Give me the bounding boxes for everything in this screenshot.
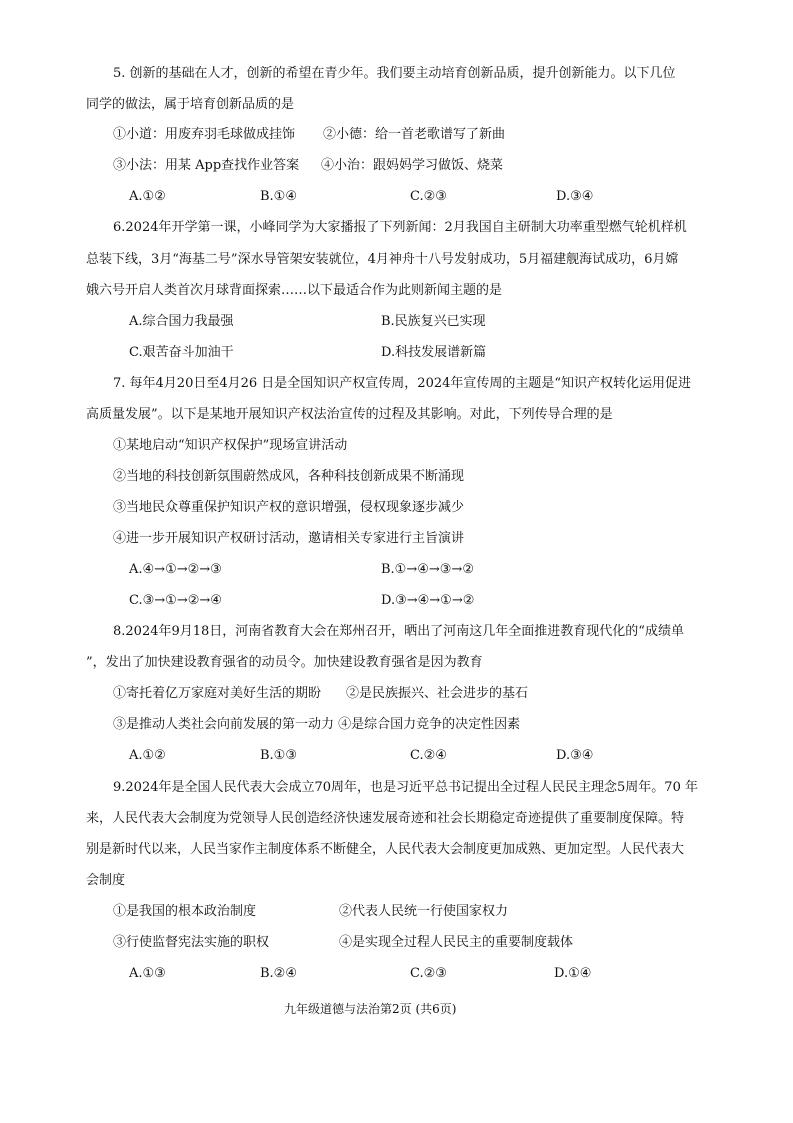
q5-choice-3: ③小法：用某 App查找作业答案 bbox=[113, 158, 300, 173]
q5-option-d: D.③④ bbox=[556, 189, 594, 204]
q8-option-d: D.③④ bbox=[556, 748, 594, 763]
q9-choice-1: ①是我国的根本政治制度 bbox=[113, 904, 257, 919]
q6-option-a: A.综合国力我最强 bbox=[129, 314, 234, 329]
q9-choice-4: ④是实现全过程人民民主的重要制度载体 bbox=[339, 935, 574, 950]
q9-stem-line-1: 9.2024年是全国人民代表大会成立70周年，也是习近平总书记提出全过程人民民主理念5周年。70 年 bbox=[113, 780, 698, 795]
q6-option-b: B.民族复兴已实现 bbox=[381, 314, 486, 329]
q6-option-d: D.科技发展谱新篇 bbox=[381, 345, 487, 360]
q8-stem-line-2: ”，发出了加快建设教育强省的动员令。加快建设教育强省是因为教育 bbox=[86, 655, 483, 670]
q7-choice-1: ①某地启动“知识产权保护”现场宣讲活动 bbox=[113, 438, 348, 453]
q5-choice-1: ①小道：用废弃羽毛球做成挂饰 bbox=[113, 127, 296, 142]
q9-choice-3: ③行使监督宪法实施的职权 bbox=[113, 935, 270, 950]
q7-option-d: D.③→④→①→② bbox=[381, 593, 475, 608]
q5-option-a: A.①② bbox=[129, 189, 166, 204]
q8-stem-line-1: 8.2024年9月18日，河南省教育大会在郑州召开，晒出了河南这几年全面推进教育现代化的“成绩单 bbox=[113, 624, 684, 639]
q8-option-a: A.①② bbox=[129, 748, 166, 763]
q8-option-b: B.①③ bbox=[260, 748, 297, 763]
q9-stem-line-3: 别是新时代以来，人民当家作主制度体系不断健全，人民代表大会制度更加成熟、更加定型。人民代表大 bbox=[86, 842, 685, 857]
q8-choice-3-4: ③是推动人类社会向前发展的第一动力 ④是综合国力竞争的决定性因素 bbox=[113, 717, 521, 732]
q7-option-b: B.①→④→③→② bbox=[381, 562, 474, 577]
q8-choice-1: ①寄托着亿万家庭对美好生活的期盼 bbox=[113, 686, 322, 701]
q5-option-c: C.②③ bbox=[410, 189, 447, 204]
q9-option-a: A.①③ bbox=[129, 966, 166, 981]
q7-choice-2: ②当地的科技创新氛围蔚然成风，各种科技创新成果不断涌现 bbox=[113, 469, 465, 484]
q9-stem-line-4: 会制度 bbox=[86, 873, 126, 888]
q5-stem-line-1: 5. 创新的基础在人才，创新的希望在青少年。我们要主动培育创新品质，提升创新能力。以下几位 bbox=[113, 66, 676, 81]
q9-option-d: D.①④ bbox=[554, 966, 592, 981]
q6-option-c: C.艰苦奋斗加油干 bbox=[129, 345, 234, 360]
q7-option-a: A.④→①→②→③ bbox=[129, 562, 222, 577]
q7-stem-line-1: 7. 每年4月20日至4月26 日是全国知识产权宣传周，2024年宣传周的主题是“知识产权转化运用促进 bbox=[113, 376, 692, 391]
q6-stem-line-1: 6.2024年开学第一课，小峰同学为大家播报了下列新闻：2月我国自主研制大功率重型燃气轮机样机 bbox=[113, 220, 687, 235]
q6-stem-line-2: 总装下线，3月“海基二号”深水导管架安装就位，4月神舟十八号发射成功，5月福建舰海试成功，6月嫦 bbox=[86, 252, 679, 267]
q5-stem-line-2: 同学的做法，属于培育创新品质的是 bbox=[86, 97, 295, 112]
q9-option-c: C.②③ bbox=[410, 966, 447, 981]
q5-choice-2: ②小德：给一首老歌谱写了新曲 bbox=[323, 127, 506, 142]
q9-option-b: B.②④ bbox=[260, 966, 297, 981]
q6-stem-line-3: 娥六号开启人类首次月球背面探索……以下最适合作为此则新闻主题的是 bbox=[86, 283, 503, 298]
q7-option-c: C.③→①→②→④ bbox=[129, 593, 222, 608]
q8-choice-2: ②是民族振兴、社会进步的基石 bbox=[346, 686, 529, 701]
page-footer: 九年级道德与法治第2页 (共6页) bbox=[284, 1002, 457, 1016]
q5-choice-4: ④小治：跟妈妈学习做饭、烧菜 bbox=[321, 158, 504, 173]
q8-option-c: C.②④ bbox=[410, 748, 447, 763]
q9-stem-line-2: 来，人民代表大会制度为党领导人民创造经济快速发展奇迹和社会长期稳定奇迹提供了重要制度保障。特 bbox=[86, 811, 685, 826]
q7-choice-4: ④进一步开展知识产权研讨活动，邀请相关专家进行主旨演讲 bbox=[113, 531, 465, 546]
q7-choice-3: ③当地民众尊重保护知识产权的意识增强，侵权现象逐步减少 bbox=[113, 500, 465, 515]
q7-stem-line-2: 高质量发展”。以下是某地开展知识产权法治宣传的过程及其影响。对此，下列传导合理的是 bbox=[86, 407, 613, 422]
q5-option-b: B.①④ bbox=[260, 189, 297, 204]
q9-choice-2: ②代表人民统一行使国家权力 bbox=[339, 904, 509, 919]
